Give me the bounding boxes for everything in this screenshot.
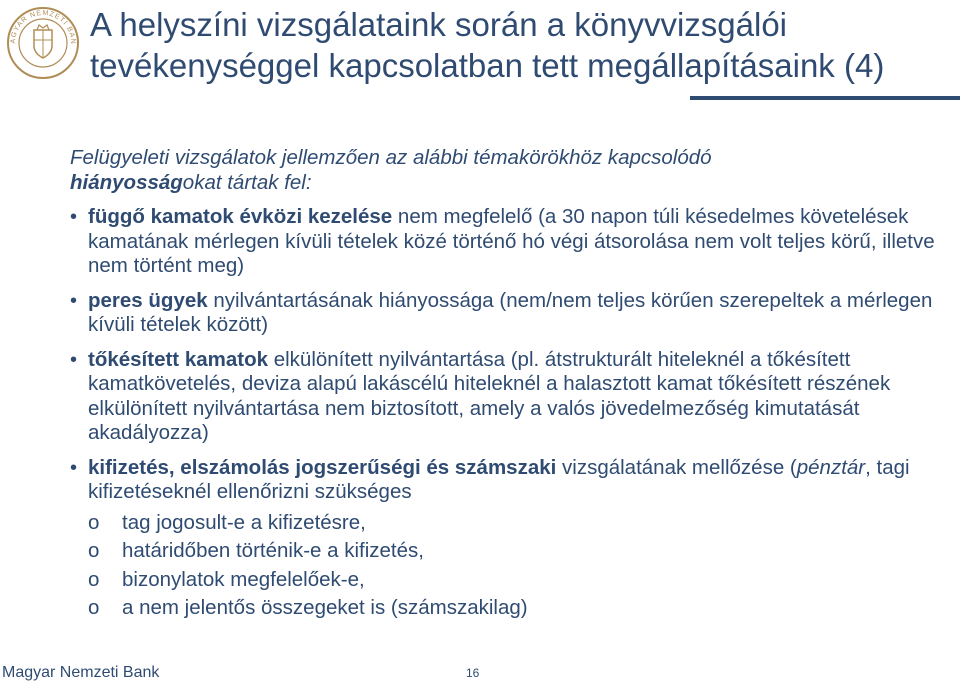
bullet-italic: pénztár (796, 455, 866, 479)
intro-text: Felügyeleti vizsgálatok jellemzően az alábbi témakörökhöz kapcsolódó hiányosságokat tártak fel: (70, 146, 712, 194)
bullet-bold: tőkésített kamatok (88, 347, 269, 371)
circle-bullet-icon: o (88, 510, 100, 534)
bullet-item (70, 289, 940, 338)
sub-list-item: o határidőben történik-e a kifizetés, (88, 539, 424, 562)
svg-text:MAGYAR NEMZETI BANK (6, 6, 76, 45)
title-line-2: tevékenységgel kapcsolatban tett megállapításaink (4) (90, 47, 885, 84)
circle-bullet-icon: o (88, 539, 100, 562)
sub-list-item: o tag jogosult-e a kifizetésre, (88, 510, 366, 534)
sub-list-item: o a nem jelentős összegeket is (számszakilag) (88, 596, 528, 619)
page-number: 16 (466, 666, 480, 680)
bullet-bold: függő kamatok évközi kezelése (88, 205, 393, 228)
bullet-bold: kifizetés, elszámolás jogszerűségi és számszaki (88, 455, 557, 479)
bullet-text: nyilvántartásának hiányossága (nem/nem teljes körűen szerepeltek a mérlegen kívüli tételek között) (88, 288, 933, 336)
bullet-text: nem megfelelő (a 30 napon túli késedelmes követelések kamatának mérlegen kívüli tételek közé történő hó végi átsorolása nem volt teljes körű, illetve nem történt meg) (88, 205, 935, 277)
slide-content (70, 146, 940, 625)
circle-bullet-icon: o (88, 596, 100, 619)
mnb-logo (6, 6, 80, 80)
bullet-item: • kifizetés, elszámolás jogszerűségi és számszaki vizsgálatának mellőzése (pénztár, tagi kifizetéseknél ellenőrizni szükséges (70, 456, 940, 505)
bullet-item (70, 205, 940, 279)
title-line-1: A helyszíni vizsgálataink során a könyvvizsgálói (90, 6, 788, 43)
intro-bold: hiányosság (70, 170, 183, 194)
bullet-text: elkülönített nyilvántartása (pl. átstrukturált hiteleknél a tőkésített kamatkövetelés, deviza alapú lakáscélú hiteleknél a halasztott kamat tőkésített részének elkülönített nyilvántartása nem biztosított, amely a valós jövedelmezőség kimutatását akadályozza) (88, 347, 891, 444)
logo-arc-text: AGYAR NEMZETI BAN (9, 9, 77, 45)
bullet-bold: peres ügyek (88, 288, 208, 312)
bullet-item (70, 348, 940, 446)
mnb-seal-icon (6, 6, 80, 80)
circle-bullet-icon: o (88, 567, 100, 591)
page-title (90, 4, 950, 86)
sub-list-item: o bizonylatok megfelelőek-e, (88, 567, 365, 591)
title-underline (690, 96, 960, 100)
footer-bank-name: Magyar Nemzeti Bank (2, 664, 160, 681)
